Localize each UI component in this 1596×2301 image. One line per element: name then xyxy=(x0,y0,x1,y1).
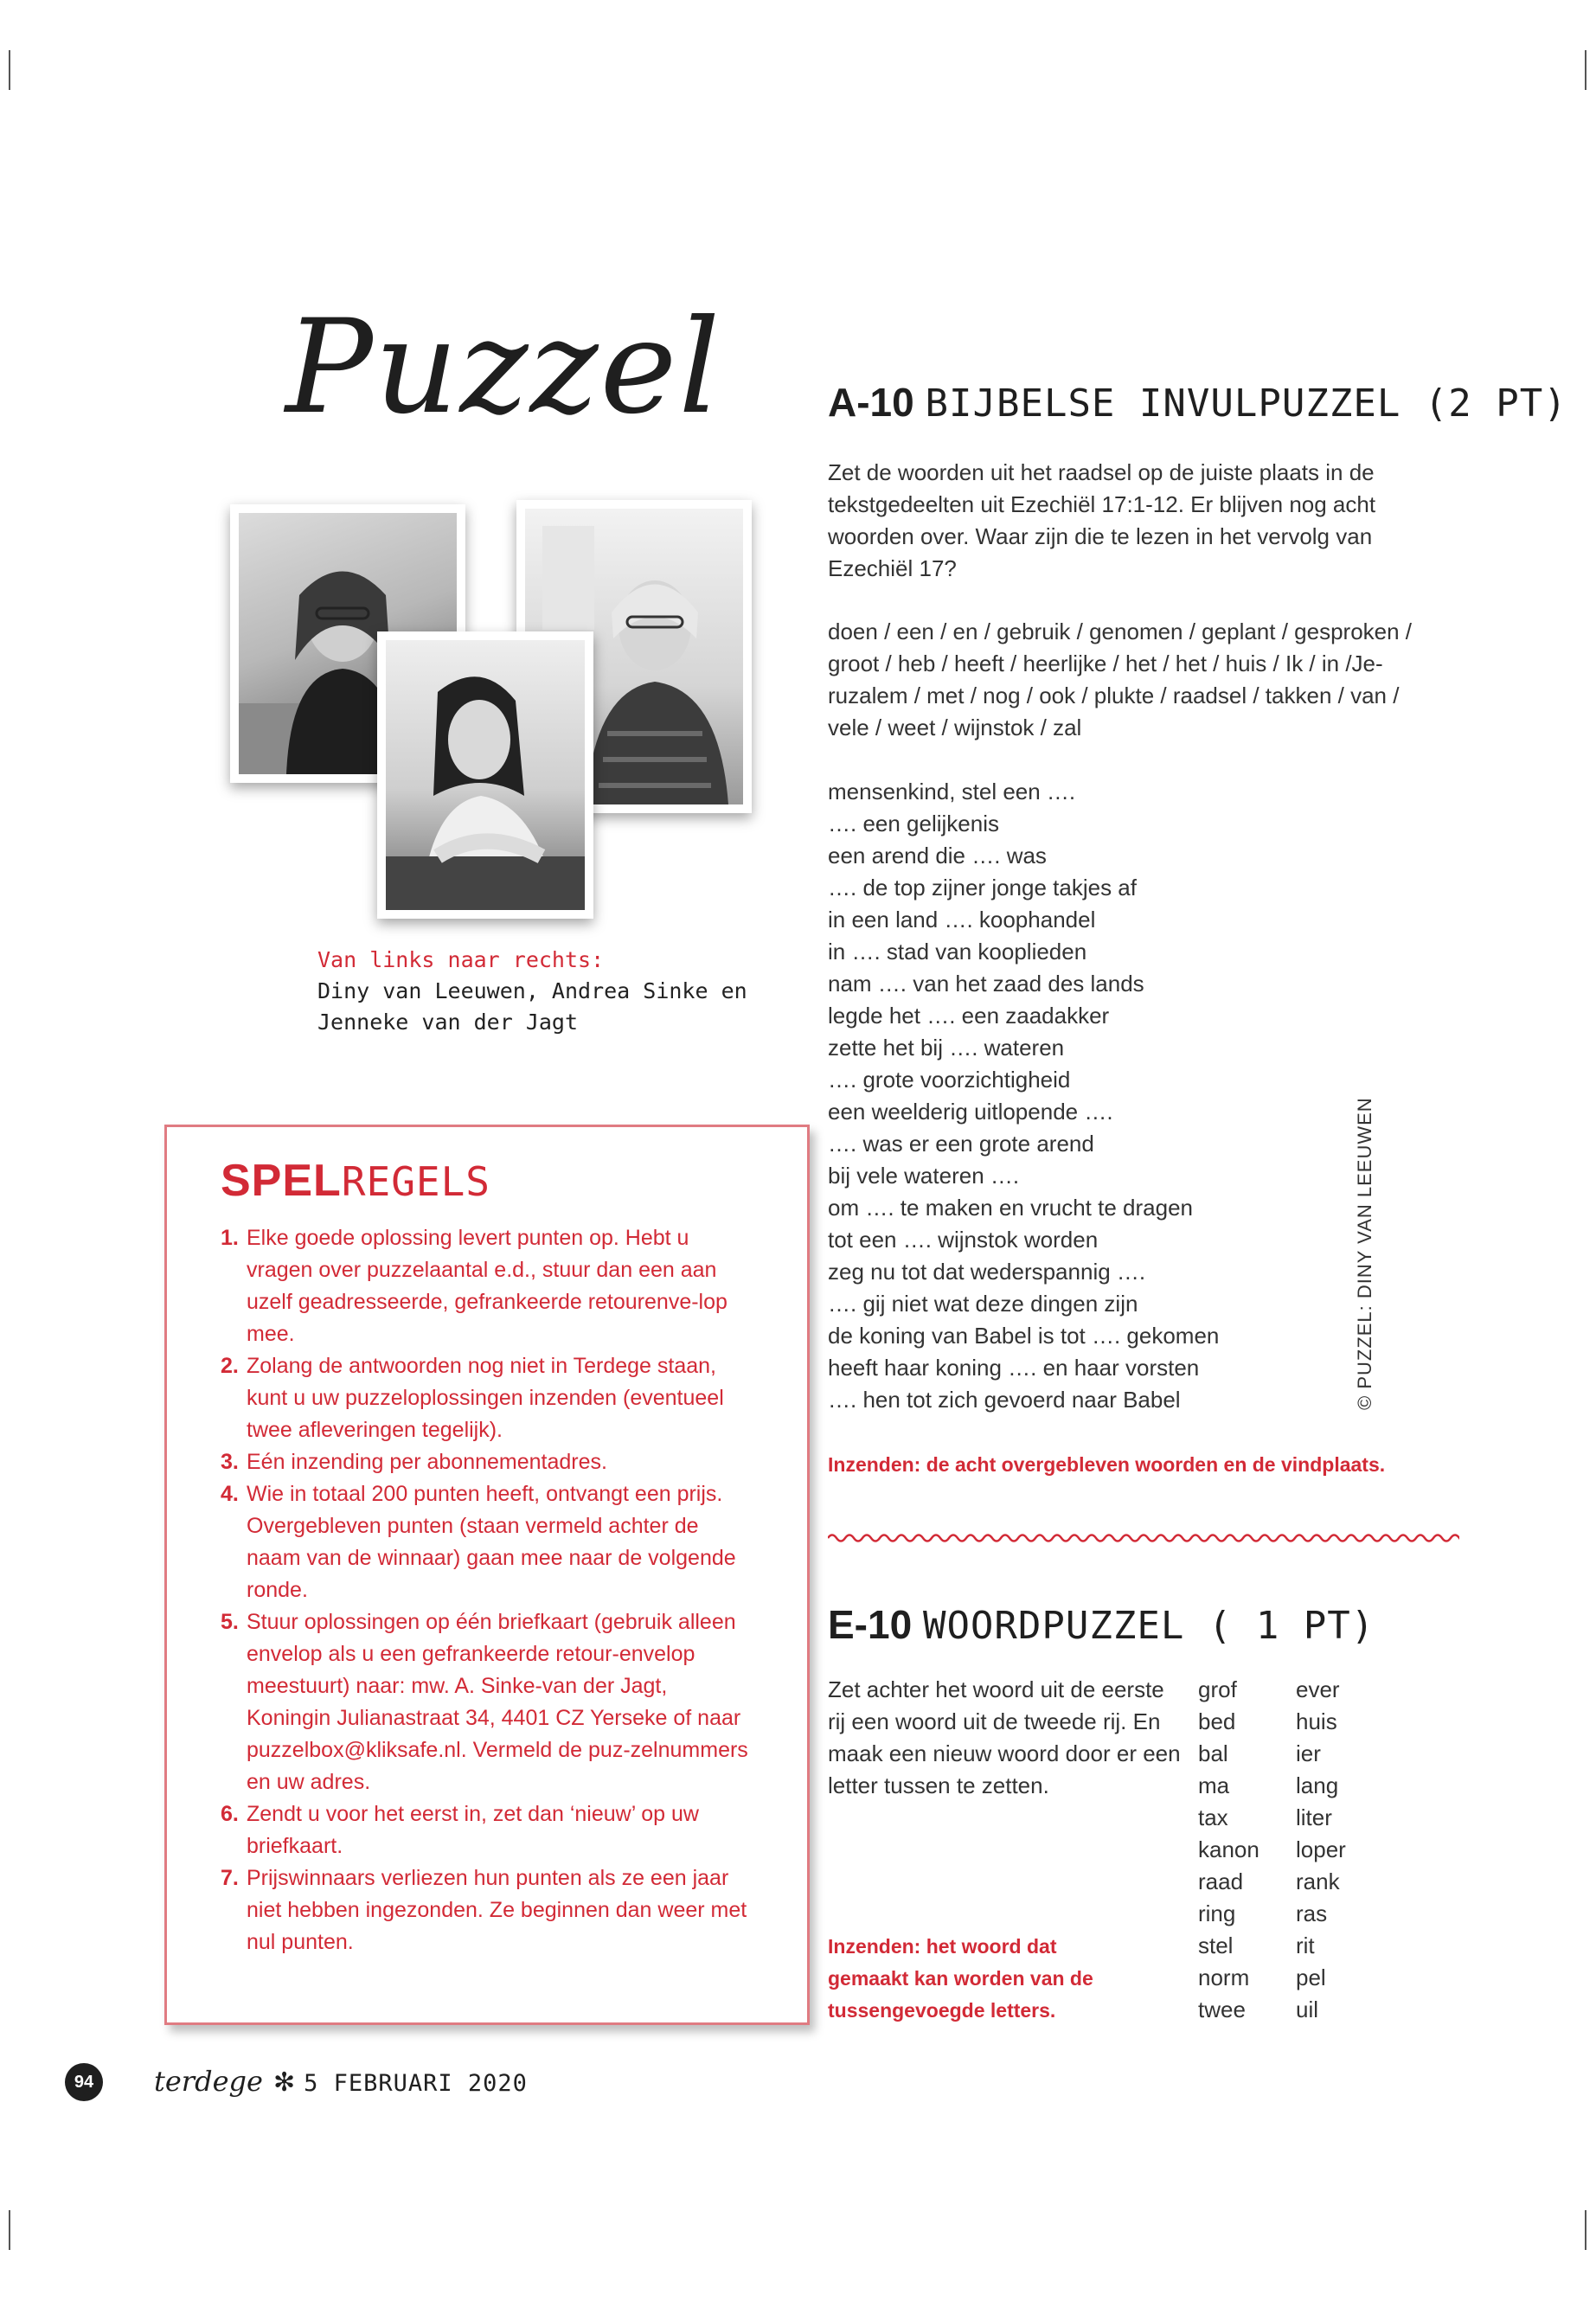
a10-name: BIJBELSE INVULPUZZEL (2 PT) xyxy=(925,381,1567,426)
rule-number: 2. xyxy=(221,1354,239,1378)
rules-title-bold: SPEL xyxy=(221,1156,342,1206)
e10-word-column-2 xyxy=(1296,1674,1346,2026)
rule-item xyxy=(221,1478,757,1606)
rule-number: 3. xyxy=(221,1450,239,1474)
word-col2: lang xyxy=(1296,1772,1339,1798)
puzzle-credit: © PUZZEL: DINY VAN LEEUWEN xyxy=(1354,1097,1375,1410)
rule-text: Zendt u voor het eerst in, zet dan ‘nieuw’ op uw briefkaart. xyxy=(247,1802,699,1858)
riddle-line: de koning van Babel is tot …. gekomen xyxy=(828,1323,1220,1349)
word-col1: raad xyxy=(1198,1868,1244,1894)
crop-mark-top-left xyxy=(9,50,10,90)
rule-item xyxy=(221,1606,757,1798)
a10-heading xyxy=(828,378,1567,428)
e10-word-column-1 xyxy=(1198,1674,1259,2026)
riddle-line: …. grote voorzichtigheid xyxy=(828,1067,1071,1093)
a10-submit-note: Inzenden: de acht overgebleven woorden en de vindplaats. xyxy=(828,1453,1386,1476)
photo-caption xyxy=(317,945,750,1038)
word-col2: ras xyxy=(1296,1900,1328,1926)
rule-number: 1. xyxy=(221,1226,239,1250)
section-divider xyxy=(828,1529,1459,1547)
riddle-line: in …. stad van kooplieden xyxy=(828,939,1087,965)
page-title: Puzzel xyxy=(285,292,722,443)
e10-intro: Zet achter het woord uit de eerste rij een woord uit de tweede rij. En maak een nieuw woord door er een letter tussen te zetten. xyxy=(828,1676,1181,1798)
word-col2: rank xyxy=(1296,1868,1340,1894)
riddle-line: in een land …. koophandel xyxy=(828,907,1096,933)
word-col2: liter xyxy=(1296,1804,1332,1830)
riddle-line: legde het …. een zaadakker xyxy=(828,1003,1110,1029)
riddle-line: tot een …. wijnstok worden xyxy=(828,1227,1099,1253)
word-col2: uil xyxy=(1296,1997,1319,2022)
rule-item xyxy=(221,1350,757,1446)
page-number: 94 xyxy=(65,2063,103,2101)
e10-heading xyxy=(828,1600,1375,1650)
rule-item xyxy=(221,1222,757,1350)
riddle-line: een weelderig uitlopende …. xyxy=(828,1099,1113,1125)
rule-item xyxy=(221,1862,757,1958)
rule-number: 6. xyxy=(221,1802,239,1826)
word-col1: tax xyxy=(1198,1804,1228,1830)
riddle-line: …. een gelijkenis xyxy=(828,811,999,836)
word-col1: bal xyxy=(1198,1740,1228,1766)
riddle-line: heeft haar koning …. en haar vorsten xyxy=(828,1355,1200,1381)
rule-text: Prijswinnaars verliezen hun punten als ze een jaar niet hebben ingezonden. Ze beginnen dan weer met nul punten. xyxy=(247,1866,747,1954)
a10-word-list: doen / een / en / gebruik / genomen / geplant / gesproken / groot / heb / heeft / heerlijke / het / het / huis / Ik / in /Je-ruzalem / met / nog / ook / plukte / raadsel / takken / van / vele / weet / wijnstok / zal xyxy=(828,619,1413,740)
photo-andrea xyxy=(377,631,593,919)
rule-number: 7. xyxy=(221,1866,239,1890)
riddle-line: …. gij niet wat deze dingen zijn xyxy=(828,1291,1138,1317)
riddle-line: …. de top zijner jonge takjes af xyxy=(828,875,1137,901)
rule-text: Wie in totaal 200 punten heeft, ontvangt een prijs. Overgebleven punten (staan vermeld achter de naam van de winnaar) gaan mee naar de volgende ronde. xyxy=(247,1482,736,1602)
riddle-line: …. hen tot zich gevoerd naar Babel xyxy=(828,1387,1181,1413)
riddle-line: bij vele wateren …. xyxy=(828,1163,1020,1189)
rule-text: Stuur oplossingen op één briefkaart (gebruik alleen envelop als u een gefrankeerde retour-envelop meestuurt) naar: mw. A. Sinke-van der Jagt, Koningin Julianastraat 34, 4401 CZ Yerseke of naar puzzelbox@kliksafe.nl. Vermeld de puz-zelnummers en uw adres. xyxy=(247,1610,748,1794)
word-col1: ma xyxy=(1198,1772,1230,1798)
rule-text: Eén inzending per abonnementadres. xyxy=(247,1450,607,1474)
riddle-line: …. was er een grote arend xyxy=(828,1131,1094,1157)
rule-item xyxy=(221,1446,757,1478)
riddle-line: mensenkind, stel een …. xyxy=(828,779,1076,804)
separator-star-icon: ✻ xyxy=(272,2068,296,2097)
word-col1: ring xyxy=(1198,1900,1236,1926)
rule-text: Elke goede oplossing levert punten op. Hebt u vragen over puzzelaantal e.d., stuur dan een aan uzelf geadresseerde, gefrankeerde retourenve-lop mee. xyxy=(247,1226,727,1346)
word-col1: norm xyxy=(1198,1965,1250,1990)
a10-intro: Zet de woorden uit het raadsel op de juiste plaats in de tekstgedeelten uit Ezechiël 17:1-12. Er blijven nog acht woorden over. Waar zijn die te lezen in het vervolg van Ezechiël 17? xyxy=(828,459,1376,581)
e10-submit-note: Inzenden: het woord dat gemaakt kan worden van de tussengevoegde letters. xyxy=(828,1935,1093,2022)
word-col1: bed xyxy=(1198,1708,1236,1734)
photo-caption-intro: Van links naar rechts: xyxy=(317,947,605,972)
word-col1: grof xyxy=(1198,1676,1237,1702)
word-col1: twee xyxy=(1198,1997,1246,2022)
word-col2: loper xyxy=(1296,1836,1346,1862)
rules-title xyxy=(221,1155,490,1208)
riddle-line: een arend die …. was xyxy=(828,843,1047,868)
riddle-line: zette het bij …. wateren xyxy=(828,1035,1065,1061)
footer-info xyxy=(154,2065,528,2098)
rule-item xyxy=(221,1798,757,1862)
crop-mark-top-right xyxy=(1585,50,1586,90)
riddle-line: zeg nu tot dat wederspannig …. xyxy=(828,1259,1146,1285)
crop-mark-bottom-right xyxy=(1585,2210,1586,2250)
word-col1: stel xyxy=(1198,1932,1234,1958)
magazine-brand: terdege xyxy=(154,2065,263,2098)
rule-number: 5. xyxy=(221,1610,239,1634)
a10-riddle-lines xyxy=(828,776,1364,1416)
rules-list xyxy=(221,1222,757,1958)
word-col1: kanon xyxy=(1198,1836,1259,1862)
word-col2: ier xyxy=(1296,1740,1321,1766)
photo-caption-names: Diny van Leeuwen, Andrea Sinke en Jenneke van der Jagt xyxy=(317,978,747,1035)
e10-name: WOORDPUZZEL ( 1 PT) xyxy=(922,1604,1375,1648)
riddle-line: nam …. van het zaad des lands xyxy=(828,971,1144,997)
e10-code: E-10 xyxy=(828,1602,913,1647)
word-col2: huis xyxy=(1296,1708,1337,1734)
rule-number: 4. xyxy=(221,1482,239,1506)
rules-title-light: REGELS xyxy=(341,1158,490,1205)
rule-text: Zolang de antwoorden nog niet in Terdege staan, kunt u uw puzzeloplossingen inzenden (eventueel twee afleveringen tegelijk). xyxy=(247,1354,724,1442)
word-col2: rit xyxy=(1296,1932,1315,1958)
word-col2: ever xyxy=(1296,1676,1340,1702)
riddle-line: om …. te maken en vrucht te dragen xyxy=(828,1195,1193,1221)
crop-mark-bottom-left xyxy=(9,2210,10,2250)
issue-date: 5 FEBRUARI 2020 xyxy=(304,2070,528,2097)
a10-code: A-10 xyxy=(828,380,914,425)
word-col2: pel xyxy=(1296,1965,1326,1990)
